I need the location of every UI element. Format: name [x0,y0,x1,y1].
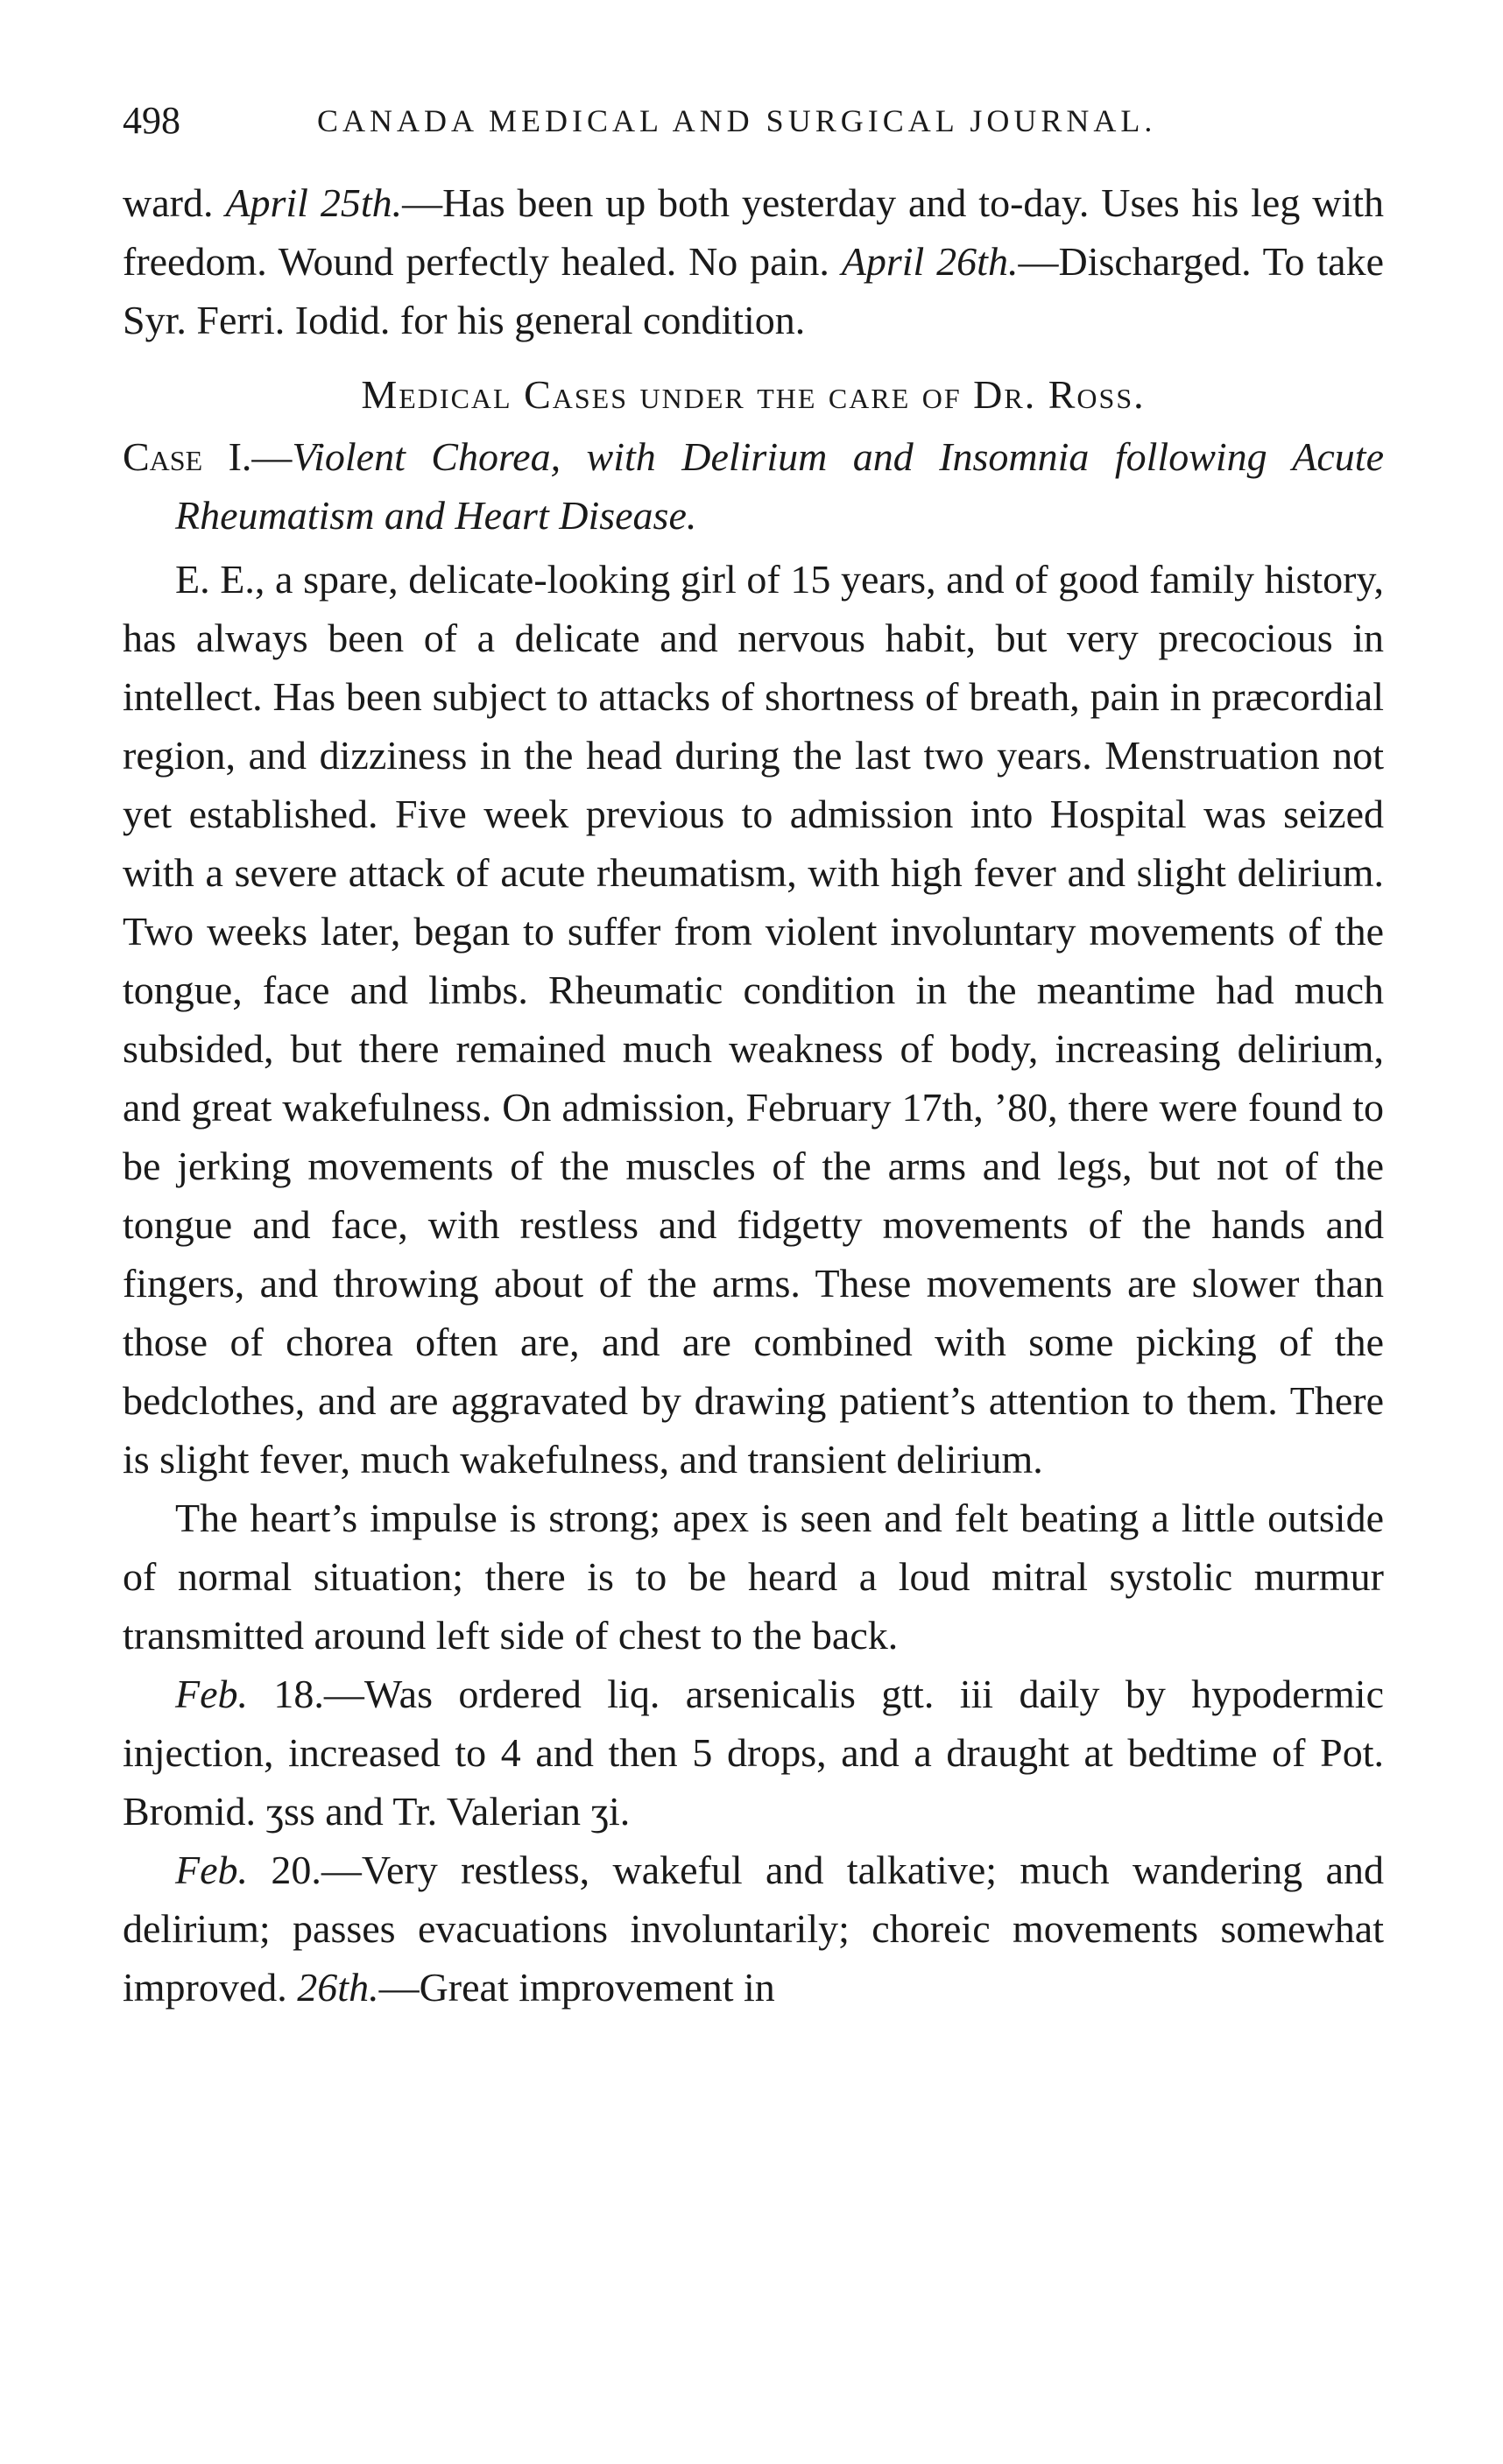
paragraph-history: E. E., a spare, delicate-looking girl of 15 years, and of good family history, has always been of a delicate and nervous habit, but very precocious in intellect. Has been subject to attacks of shortness of breath, pain in præcordial region, and dizziness in the head during the last two years. Menstruation not yet established. Five week previous to admission into Hospital was seized with a severe attack of acute rheumatism, with high fever and slight delirium. Two weeks later, began to suffer from violent involuntary movements of the tongue, face and limbs. Rheumatic condition in the meantime had much subsided, but there remained much weakness of body, increasing delirium, and great wakefulness. On admission, February 17th, ’80, there were found to be jerking movements of the muscles of the arms and legs, but not of the tongue and face, with restless and fidgetty movements of the hands and fingers, and throwing about of the arms. These movements are slower than those of chorea often are, and are combined with some picking of the bedclothes, and are aggravated by drawing patient’s attention to them. There is slight fever, much wakefulness, and transient delirium. [123,557,1384,1482]
text-run: —Great improvement in [378,1965,775,2010]
paragraph-heart: The heart’s impulse is strong; apex is seen and felt beating a little outside of normal situation; there is to be heard a loud mitral systolic murmur transmitted around left side of chest to the back. [123,1496,1384,1658]
date-feb: Feb. [175,1672,249,1716]
page-number: 498 [123,99,180,142]
running-head: CANADA MEDICAL AND SURGICAL JOURNAL. [317,103,1157,138]
paragraph-continuation [123,173,1384,349]
paragraph-feb-20 [123,1841,1384,2017]
date-april-25: April 25th. [225,180,403,225]
paragraph-feb-18 [123,1665,1384,1841]
text-run: 18.—Was ordered liq. arsenicalis gtt. iii daily by hypodermic injection, increased to 4 and then 5 drops, and a draught at bedtime of Pot. Bromid. ʒss and Tr. Valerian ʒi. [123,1672,1384,1834]
date-feb: Feb. [175,1848,249,1892]
article-body [123,173,1384,2017]
text-run: 20.—Very restless, wakeful and talkative; much wandering and delirium; passes evacuations involuntarily; choreic movements somewhat improved. [123,1848,1384,2010]
date-april-26: April 26th. [841,239,1019,284]
case-title-text: Violent Chorea, with Delirium and Insomnia following Acute Rheumatism and Heart Disease. [175,434,1385,538]
text-run: ward. [123,180,226,225]
text-run: —Has been up both yesterday and to-day. Uses his leg with freedom. Wound perfectly healed. No pain. [123,180,1385,284]
case-dash: — [251,434,293,479]
case-label: Case I. [123,434,252,479]
page-header [123,95,1384,147]
text-run: —Discharged. To take Syr. Ferri. Iodid. for his general condition. [123,239,1385,342]
section-heading: Medical Cases under the care of Dr. Ross. [361,372,1146,417]
date-26th: 26th. [297,1965,379,2010]
case-title [123,427,1384,545]
